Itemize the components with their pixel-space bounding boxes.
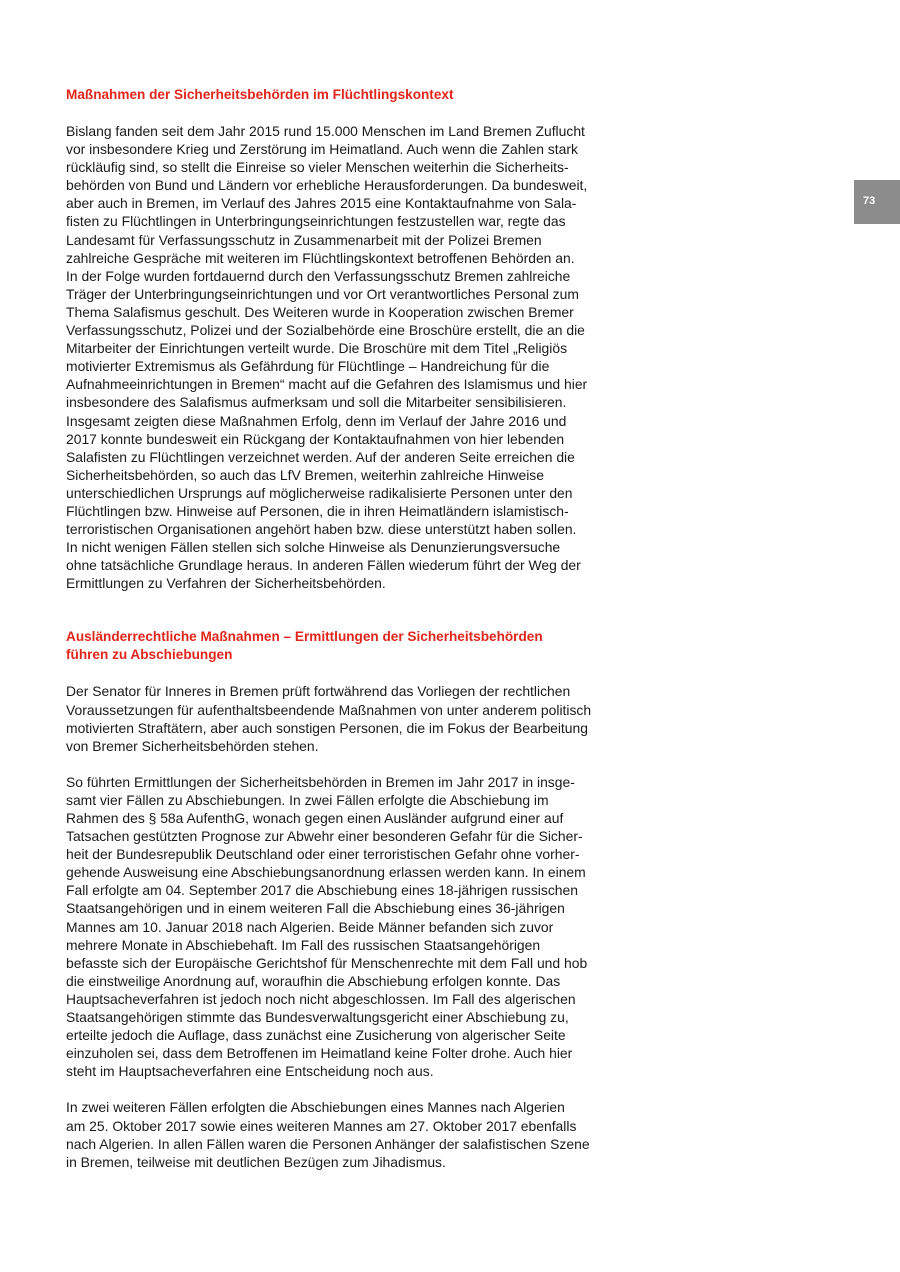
text-line: von Bremer Sicherheitsbehörden stehen. <box>66 737 319 754</box>
text-line: In nicht wenigen Fällen stellen sich solche Hinweise als Denunzierungsversuche <box>66 539 561 556</box>
text-line: Mitarbeiter der Einrichtungen verteilt wurde. Die Broschüre mit dem Titel „Religiös <box>66 340 568 357</box>
text-line: zahlreiche Gespräche mit weiteren im Flüchtlingskontext betroffenen Behörden an. <box>66 249 575 266</box>
text-line: Voraussetzungen für aufenthaltsbeendende Maßnahmen von unter anderem politisch <box>66 701 592 718</box>
text-line: gehende Ausweisung eine Abschiebungsanordnung erlassen werden kann. In einem <box>66 864 586 881</box>
paragraph-senator-review <box>66 682 626 754</box>
text-line: motivierter Extremismus als Gefährdung für Flüchtlinge – Handreichung für die <box>66 358 550 375</box>
text-line: Hauptsacheverfahren ist jedoch noch nicht abgeschlossen. Im Fall des algerischen <box>66 990 576 1007</box>
text-line: Mannes am 10. Januar 2018 nach Algerien. Beide Männer befanden sich zuvor <box>66 918 554 935</box>
text-line: Rahmen des § 58a AufenthG, wonach gegen einen Ausländer aufgrund einer auf <box>66 810 564 826</box>
text-line: Träger der Unterbringungseinrichtungen und vor Ort verantwortliches Personal zum <box>66 285 579 302</box>
text-line: In der Folge wurden fortdauernd durch den Verfassungsschutz Bremen zahlreiche <box>66 267 571 284</box>
text-line: Aufnahmeeinrichtungen in Bremen“ macht auf die Gefahren des Islamismus und hier <box>66 376 588 393</box>
text-line: Sicherheitsbehörden, so auch das LfV Bremen, weiterhin zahlreiche Hinweise <box>66 466 544 483</box>
heading-line: Maßnahmen der Sicherheitsbehörden im Flüchtlingskontext <box>66 87 454 102</box>
text-line: nach Algerien. In allen Fällen waren die Personen Anhänger der salafistischen Szene <box>66 1135 590 1152</box>
document-body <box>66 86 626 1171</box>
text-line: Bislang fanden seit dem Jahr 2015 rund 15.000 Menschen im Land Bremen Zuflucht <box>66 123 585 139</box>
text-line: 2017 konnte bundesweit ein Rückgang der Kontaktaufnahmen von hier lebenden <box>66 430 565 447</box>
text-line: Thema Salafismus geschult. Des Weiteren wurde in Kooperation zwischen Bremer <box>66 303 574 320</box>
text-line: die einstweilige Anordnung auf, woraufhin die Abschiebung erfolgen konnte. Das <box>66 972 561 989</box>
text-line: samt vier Fällen zu Abschiebungen. In zwei Fällen erfolgte die Abschiebung im <box>66 791 549 808</box>
page-number: 73 <box>863 195 876 207</box>
text-line: Landesamt für Verfassungsschutz in Zusammenarbeit mit der Polizei Bremen <box>66 231 542 248</box>
text-line: Flüchtlingen bzw. Hinweise auf Personen, die in ihren Heimatländern islamistisch- <box>66 502 569 519</box>
text-line: ohne tatsächliche Grundlage heraus. In anderen Fällen wiederum führt der Weg der <box>66 557 581 574</box>
section-heading-refugee-context <box>66 86 626 104</box>
section-heading-deportations <box>66 628 626 664</box>
text-line: Ermittlungen zu Verfahren der Sicherheitsbehörden. <box>66 575 386 592</box>
text-line: aber auch in Bremen, im Verlauf des Jahres 2015 eine Kontaktaufnahme von Sala- <box>66 195 577 212</box>
paragraph-further-deportations <box>66 1098 626 1170</box>
text-line: rückläufig sind, so stellt die Einreise so vieler Menschen weiterhin die Sicherheits- <box>66 159 569 176</box>
text-line: Verfassungsschutz, Polizei und der Sozialbehörde eine Broschüre erstellt, die an die <box>66 322 585 339</box>
paragraph-refugee-context <box>66 122 626 592</box>
text-line: So führten Ermittlungen der Sicherheitsbehörden in Bremen im Jahr 2017 in insge- <box>66 773 575 790</box>
text-line: motivierten Straftätern, aber auch sonstigen Personen, die im Fokus der Bearbeitung <box>66 719 588 736</box>
text-line: am 25. Oktober 2017 sowie eines weiteren Mannes am 27. Oktober 2017 ebenfalls <box>66 1117 577 1134</box>
text-line: in Bremen, teilweise mit deutlichen Bezügen zum Jihadismus. <box>66 1153 446 1170</box>
text-line: fisten zu Flüchtlingen in Unterbringungseinrichtungen festzustellen war, regte das <box>66 213 566 230</box>
text-line: Insgesamt zeigten diese Maßnahmen Erfolg, denn im Verlauf der Jahre 2016 und <box>66 412 567 429</box>
text-line: behörden von Bund und Ländern vor erhebliche Herausforderungen. Da bundesweit, <box>66 177 588 194</box>
text-line: unterschiedlichen Ursprungs auf möglicherweise radikalisierte Personen unter den <box>66 484 573 501</box>
text-line: steht im Hauptsacheverfahren eine Entscheidung noch aus. <box>66 1063 434 1080</box>
text-line: Staatsangehörigen und in einem weiteren Fall die Abschiebung eines 36-jährigen <box>66 900 565 917</box>
heading-line: Ausländerrechtliche Maßnahmen – Ermittlungen der Sicherheitsbehörden <box>66 629 543 645</box>
text-line: insbesondere des Salafismus aufmerksam und soll die Mitarbeiter sensibilisieren. <box>66 394 567 411</box>
text-line: befasste sich der Europäische Gerichtshof für Menschenrechte mit dem Fall und hob <box>66 954 588 971</box>
text-line: erteilte jedoch die Auflage, dass zunächst eine Zusicherung von algerischer Seite <box>66 1027 566 1044</box>
page-number-tab <box>854 180 900 224</box>
text-line: Fall erfolgte am 04. September 2017 die Abschiebung eines 18-jährigen russischen <box>66 882 578 899</box>
text-line: Staatsangehörigen stimmte das Bundesverwaltungsgericht einer Abschiebung zu, <box>66 1009 569 1026</box>
text-line: heit der Bundesrepublik Deutschland oder einer terroristischen Gefahr ohne vorher- <box>66 846 580 863</box>
heading-line: führen zu Abschiebungen <box>66 647 233 663</box>
text-line: mehrere Monate in Abschiebehaft. Im Fall des russischen Staatsangehörigen <box>66 936 541 953</box>
text-line: vor insbesondere Krieg und Zerstörung im Heimatland. Auch wenn die Zahlen stark <box>66 141 578 158</box>
text-line: terroristischen Organisationen angehört haben bzw. diese unterstützt haben sollen. <box>66 521 577 538</box>
text-line: Tatsachen gestützten Prognose zur Abwehr einer besonderen Gefahr für die Sicher- <box>66 828 583 845</box>
paragraph-deportation-cases <box>66 773 626 1081</box>
text-line: Der Senator für Inneres in Bremen prüft fortwährend das Vorliegen der rechtlichen <box>66 683 571 700</box>
text-line: Salafisten zu Flüchtlingen verzeichnet werden. Auf der anderen Seite erreichen die <box>66 448 575 465</box>
text-line: In zwei weiteren Fällen erfolgten die Abschiebungen eines Mannes nach Algerien <box>66 1099 565 1116</box>
text-line: einzuholen sei, dass dem Betroffenen im Heimatland keine Folter drohe. Auch hier <box>66 1045 573 1062</box>
